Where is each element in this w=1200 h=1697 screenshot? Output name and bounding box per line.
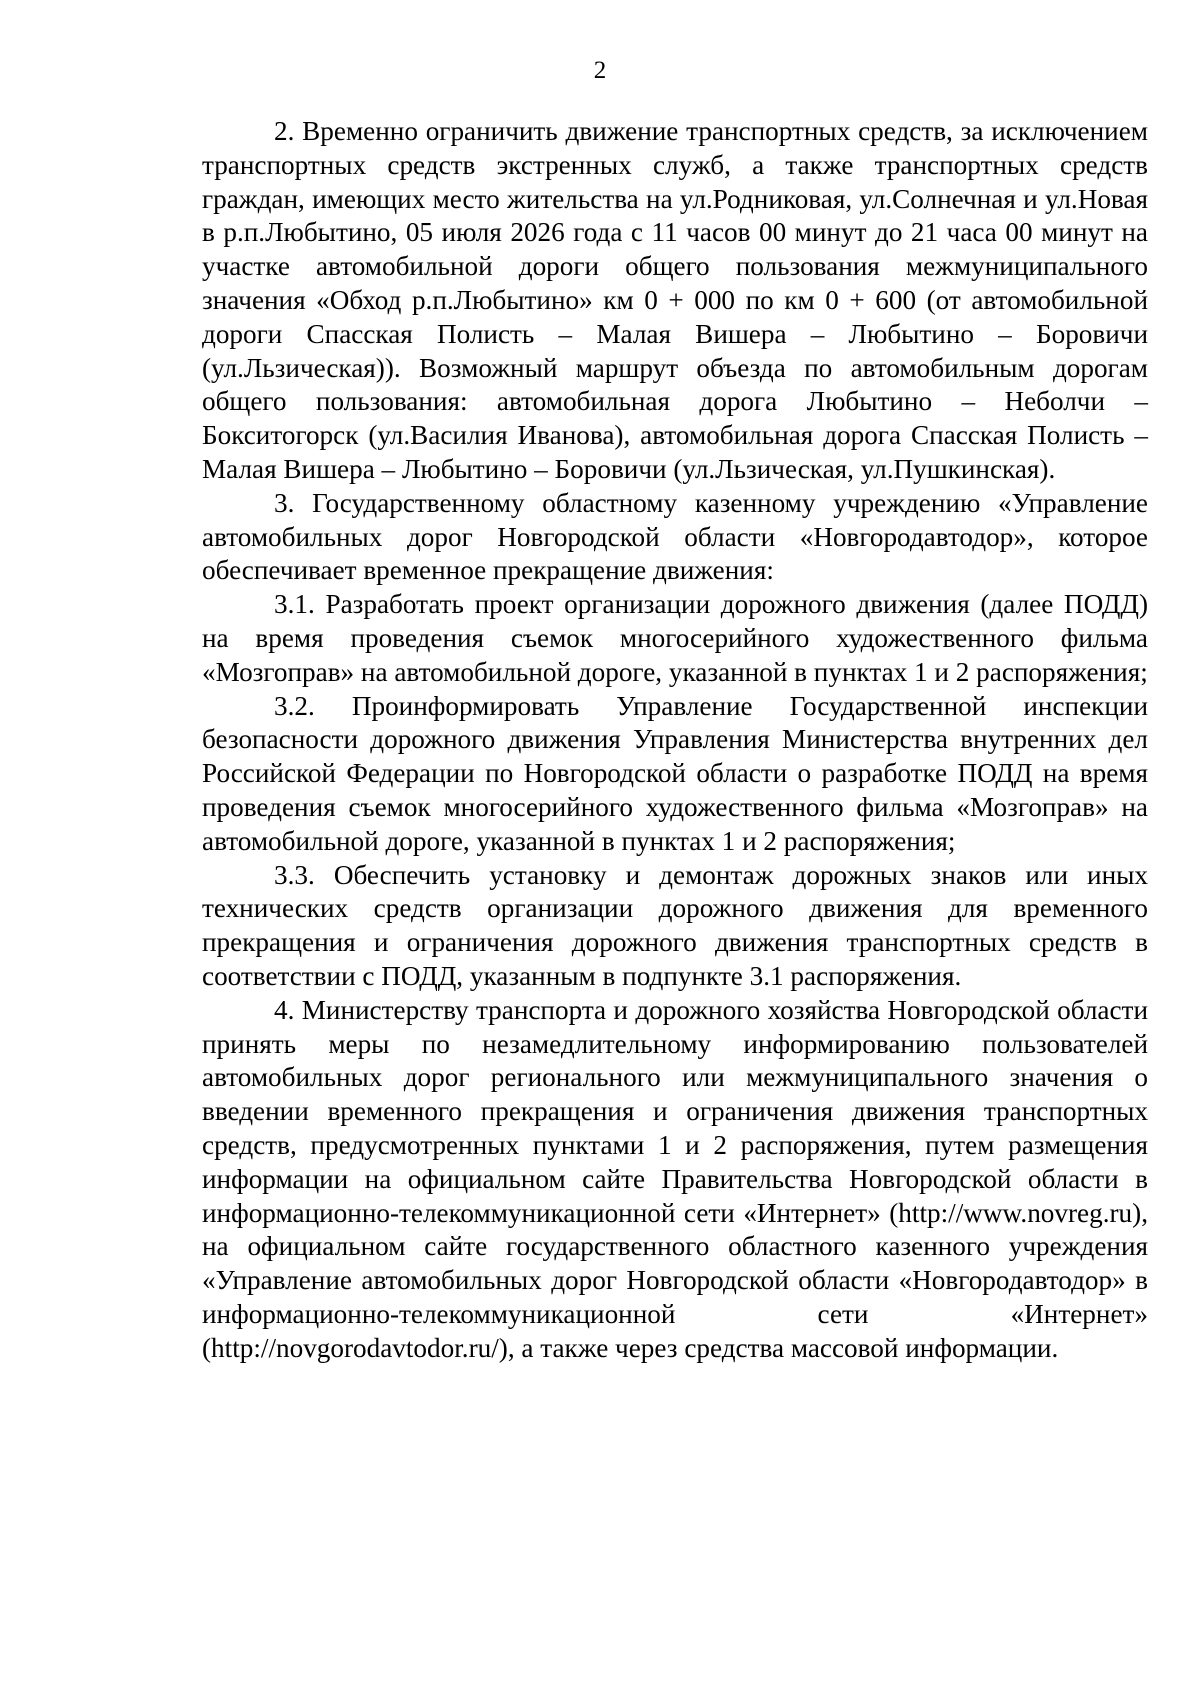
paragraph-3-1-develop-podd: 3.1. Разработать проект организации дорожного движения (далее ПОДД) на время проведения съемок многосерийного художественного фильма «Мозгоправ» на автомобильной дороге, указанной в пунктах 1 и 2 распоряжения; <box>202 589 1148 687</box>
paragraph-3-3-road-signs: 3.3. Обеспечить установку и демонтаж дорожных знаков или иных технических средств организации дорожного движения для временного прекращения и ограничения дорожного движения транспортных средств в соответствии с ПОДД, указанным в подпункте 3.1 распоряжения. <box>202 859 1148 991</box>
page-number: 2 <box>593 57 607 84</box>
paragraph-3-road-authority: 3. Государственному областному казенному учреждению «Управление автомобильных дорог Новгородской области «Новгородавтодор», которое обеспечивает временное прекращение движения: <box>202 487 1148 586</box>
paragraph-3-2-inform-inspection: 3.2. Проинформировать Управление Государственной инспекции безопасности дорожного движения Управления Министерства внутренних дел Российской Федерации по Новгородской области о разработке ПОДД на время проведения съемок многосерийного художественного фильма «Мозгоправ» на автомобильной дороге, указанной в пунктах 1 и 2 распоряжения; <box>202 690 1148 856</box>
paragraph-4-ministry-inform: 4. Министерству транспорта и дорожного хозяйства Новгородской области принять меры по незамедлительному информированию пользователей автомобильных дорог регионального или межмуниципального значения о введении временного прекращения и ограничения движения транспортных средств, предусмотренных пунктами 1 и 2 распоряжения, путем размещения информации на официальном сайте Правительства Новгородской области в информационно-телекоммуникационной сети «Интернет» (http://www.novreg.ru), на официальном сайте государственного областного казенного учреждения «Управление автомобильных дорог Новгородской области «Новгородавтодор» в информационно-телекоммуникационной сети «Интернет» (http://novgorodavtodor.ru/), а также через средства массовой информации. <box>202 994 1148 1363</box>
document-body <box>202 115 1148 1365</box>
paragraph-2-traffic-restriction: 2. Временно ограничить движение транспортных средств, за исключением транспортных средств экстренных служб, а также транспортных средств граждан, имеющих место жительства на ул.Родниковая, ул.Солнечная и ул.Новая в р.п.Любытино, 05 июля 2026 года с 11 часов 00 минут до 21 часа 00 минут на участке автомобильной дороги общего пользования межмуниципального значения «Обход р.п.Любытино» км 0 + 000 по км 0 + 600 (от автомобильной дороги Спасская Полисть – Малая Вишера – Любытино – Боровичи (ул.Льзическая)). Возможный маршрут объезда по автомобильным дорогам общего пользования: автомобильная дорога Любытино – Неболчи – Бокситогорск (ул.Василия Иванова), автомобильная дорога Спасская Полисть – Малая Вишера – Любытино – Боровичи (ул.Льзическая, ул.Пушкинская). <box>202 116 1148 484</box>
